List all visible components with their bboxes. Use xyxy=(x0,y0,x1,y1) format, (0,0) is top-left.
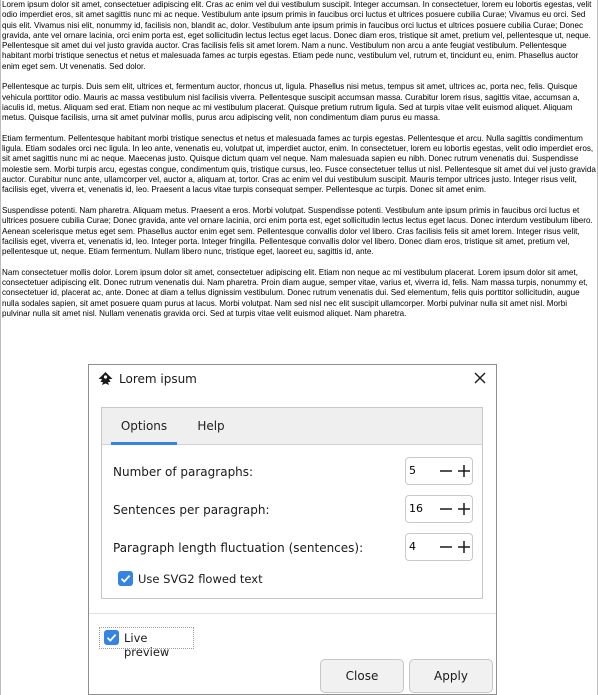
dialog-title: Lorem ipsum xyxy=(119,372,197,386)
close-button[interactable]: Close xyxy=(320,659,404,693)
svg2-checkbox[interactable] xyxy=(118,571,133,586)
apply-button[interactable]: Apply xyxy=(409,659,493,693)
paragraphs-label: Number of paragraphs: xyxy=(113,465,254,479)
options-frame xyxy=(101,407,483,599)
fluctuation-label: Paragraph length fluctuation (sentences): xyxy=(113,541,364,555)
fluctuation-value[interactable]: 4 xyxy=(409,540,416,553)
paragraph-3: Etiam fermentum. Pellentesque habitant morbi tristique senectus et netus et malesuada fames ac turpis egestas. Pellentesque et arcu. Nulla sagittis condimentum ligula. Etiam sodales orci nec ligula. In leo ante, venenatis eu, volutpat ut, imperdiet auctor, enim. In consectetuer, lorem eu lobortis egestas, velit odio imperdiet eros, sit amet sagittis nunc mi ac neque. Maecenas justo. Quisque dictum quam vel neque. Nam malesuada sapien eu nibh. Donec rutrum venenatis dui. Suspendisse molestie sem. Morbi turpis arcu, egestas congue, condimentum quis, tristique cursus, leo. Fusce consectetuer tellus ut nisl. Pellentesque sit amet dui vel justo gravida auctor. Curabitur nunc ante, ullamcorper vel, auctor a, aliquam at, tortor. Cras ac enim vel dui vestibulum suscipit. Mauris tempor ultrices justo. Integer risus velit, facilisis eget, viverra et, venenatis id, leo. Praesent a lacus vitae turpis consequat semper. Pellentesque ac turpis. Donec sit amet enim. xyxy=(2,133,596,195)
paragraph-5: Nam consectetuer mollis dolor. Lorem ipsum dolor sit amet, consectetuer adipiscing elit. Etiam non neque ac mi vestibulum placerat. Lorem ipsum dolor sit amet, consectetuer adipiscing elit. Donec rutrum venenatis dui. Nam pharetra. Proin diam augue, semper vitae, varius et, viverra id, felis. Nam massa turpis, nonummy et, consectetuer id, placerat ac, ante. Donec at diam a tellus dignissim vestibulum. Donec rutrum venenatis dui. Sed elementum, felis quis porttitor sollicitudin, augue nulla sodales sapien, sit amet posuere quam purus at lacus. Morbi volutpat. Nam sed nisl nec elit suscipit ullamcorper. Morbi pulvinar nulla sit amet nisl. Morbi pulvinar nulla sit amet nisl. Nullam venenatis gravida orci. Sed at turpis vitae velit euismod aliquet. Nam pharetra. xyxy=(2,267,588,318)
paragraph-4: Suspendisse potenti. Nam pharetra. Aliquam metus. Praesent a eros. Morbi volutpat. Suspendisse potenti. Vestibulum ante ipsum primis in faucibus orci luctus et ultrices posuere cubilia Curae; Donec gravida, ante vel ornare lacinia, orci enim porta est, eget sollicitudin lectus lectus eget lacus. Donec interdum vestibulum libero. Aenean scelerisque metus eget sem. Phasellus auctor enim eget sem. Pellentesque convallis dolor vel libero. Cras facilisis felis sit amet lorem. Integer risus velit, facilisis eget, viverra et, venenatis id, leo. Integer porta. Integer fringilla. Pellentesque convallis dolor vel libero. Donec diam eros, tristique sit amet, pretium vel, pellentesque ut, neque. Etiam fermentum. Nullam libero nunc, tristique eget, laoreet eu, sagittis id, ante. xyxy=(2,205,593,257)
tab-bar xyxy=(102,408,482,445)
sentences-label: Sentences per paragraph: xyxy=(113,503,270,517)
paragraphs-value[interactable]: 5 xyxy=(409,464,416,477)
paragraph-1: Lorem ipsum dolor sit amet, consectetuer adipiscing elit. Cras ac enim vel dui vestibulum suscipit. Integer accumsan. In consectetuer, lorem eu lobortis egestas, velit odio imperdiet eros, sit amet sagittis nunc mi ac neque. Vestibulum ante ipsum primis in faucibus orci luctus et ultrices posuere cubilia Curae; Vivamus eu orci. Sed quis elit. Vivamus nisi elit, nonummy id, facilisis non, blandit ac, dolor. Vestibulum ante ipsum primis in faucibus orci luctus et ultrices posuere cubilia Curae; Donec gravida, ante vel ornare lacinia, orci enim porta est, eget sollicitudin lectus lectus eget lacus. Donec diam eros, tristique sit amet, pretium vel, pellentesque ut, neque. Pellentesque sit amet dui vel justo gravida auctor. Cras facilisis felis sit amet lorem. Nam a nunc. Vestibulum non arcu a ante feugiat vestibulum. Pellentesque habitant morbi tristique senectus et netus et malesuada fames ac turpis egestas. Etiam pede nunc, vestibulum vel, rutrum et, tincidunt eu, enim. Phasellus auctor enim eget sem. Ut venenatis. Sed dolor. xyxy=(2,0,592,71)
sentences-stepper[interactable] xyxy=(405,495,473,523)
paragraph-2: Pellentesque ac turpis. Duis sem elit, ultrices et, fermentum auctor, rhoncus ut, ligula. Phasellus nisi metus, tempus sit amet, ultrices ac, porta nec, felis. Quisque vehicula porttitor odio. Mauris ac massa vestibulum nisl facilisis viverra. Pellentesque suscipit accumsan massa. Curabitur lorem risus, sagittis vitae, accumsan a, iaculis id, metus. Aliquam sed erat. Etiam non neque ac mi vestibulum placerat. Quisque pretium rutrum ligula. Sed at turpis vitae velit euismod aliquet. Aliquam metus. Quisque facilisis, urna sit amet pulvinar mollis, purus arcu adipiscing velit, non condimentum diam purus eu massa. xyxy=(2,82,580,123)
plus-icon[interactable] xyxy=(456,501,472,517)
lorem-text-block xyxy=(2,0,596,330)
lorem-ipsum-dialog xyxy=(88,364,497,695)
close-icon[interactable] xyxy=(473,371,487,385)
live-preview-toggle[interactable] xyxy=(99,627,194,659)
live-preview-label[interactable]: Live preview xyxy=(124,631,170,659)
checkmark-icon xyxy=(104,630,119,645)
tab-help[interactable]: Help xyxy=(197,419,225,433)
plus-icon[interactable] xyxy=(456,539,472,555)
footer-divider xyxy=(89,613,496,614)
fluctuation-stepper[interactable] xyxy=(405,533,473,561)
tab-options[interactable]: Options xyxy=(111,408,177,444)
checkmark-icon xyxy=(118,571,133,586)
minus-icon[interactable] xyxy=(438,463,454,479)
inkscape-icon xyxy=(97,371,114,388)
paragraphs-stepper[interactable] xyxy=(405,457,473,485)
svg2-label[interactable]: Use SVG2 flowed text xyxy=(138,572,263,586)
plus-icon[interactable] xyxy=(456,463,472,479)
live-preview-checkbox[interactable] xyxy=(104,630,119,645)
minus-icon[interactable] xyxy=(438,501,454,517)
minus-icon[interactable] xyxy=(438,539,454,555)
sentences-value[interactable]: 16 xyxy=(409,502,423,515)
dialog-titlebar xyxy=(89,365,496,395)
